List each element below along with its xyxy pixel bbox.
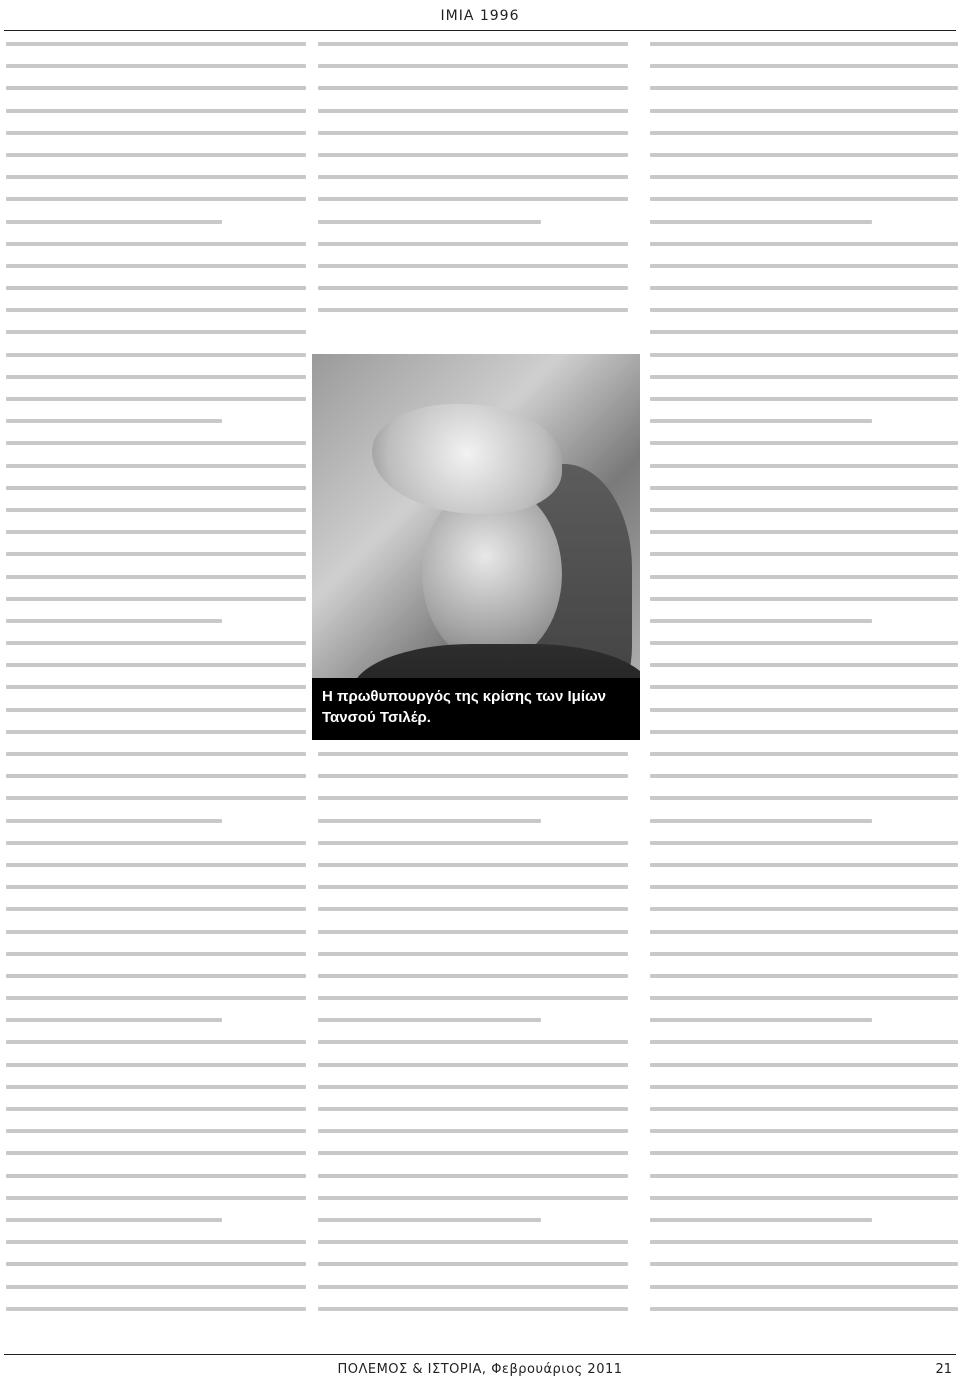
- text-line: [650, 952, 958, 956]
- text-line: [650, 819, 872, 823]
- header-rule: [4, 30, 956, 31]
- text-line: [650, 1218, 872, 1222]
- text-line: [650, 419, 872, 423]
- text-line: [650, 1307, 958, 1311]
- text-line: [6, 1196, 306, 1200]
- text-line: [650, 441, 958, 445]
- text-line: [650, 175, 958, 179]
- text-line: [6, 952, 306, 956]
- text-line: [318, 774, 628, 778]
- text-line: [650, 641, 958, 645]
- text-line: [650, 1063, 958, 1067]
- text-line: [650, 907, 958, 911]
- text-line: [650, 685, 958, 689]
- text-line: [650, 1129, 958, 1133]
- text-line: [318, 930, 628, 934]
- text-line: [6, 1107, 306, 1111]
- text-line: [318, 907, 628, 911]
- text-line: [6, 109, 306, 113]
- text-line: [650, 663, 958, 667]
- text-line: [650, 197, 958, 201]
- photo-caption: Η πρωθυπουργός της κρίσης των Ιμίων Τανσού Τσιλέρ.: [322, 688, 606, 726]
- text-line: [6, 1240, 306, 1244]
- text-line: [318, 220, 541, 224]
- text-line: [6, 552, 306, 556]
- text-line: [318, 1307, 628, 1311]
- text-line: [318, 197, 628, 201]
- text-line: [650, 619, 872, 623]
- text-line: [650, 708, 958, 712]
- text-column-left: [6, 42, 306, 1329]
- text-line: [650, 752, 958, 756]
- text-line: [650, 330, 958, 334]
- text-column-right: [650, 42, 958, 1329]
- text-line: [6, 131, 306, 135]
- text-line: [318, 1107, 628, 1111]
- text-line: [650, 597, 958, 601]
- text-line: [650, 730, 958, 734]
- text-line: [318, 1018, 541, 1022]
- text-line: [6, 464, 306, 468]
- text-line: [650, 1196, 958, 1200]
- text-line: [6, 752, 306, 756]
- text-line: [650, 109, 958, 113]
- text-line: [6, 197, 306, 201]
- text-line: [6, 1018, 222, 1022]
- text-line: [650, 841, 958, 845]
- text-line: [6, 685, 306, 689]
- text-line: [650, 86, 958, 90]
- photo-hand-shape: [372, 404, 562, 514]
- text-line: [650, 1085, 958, 1089]
- text-line: [650, 530, 958, 534]
- text-line: [6, 397, 306, 401]
- text-line: [318, 109, 628, 113]
- text-line: [6, 575, 306, 579]
- text-line: [650, 353, 958, 357]
- text-line: [6, 1063, 306, 1067]
- text-line: [650, 308, 958, 312]
- text-line: [650, 1018, 872, 1022]
- text-line: [318, 1129, 628, 1133]
- text-line: [318, 286, 628, 290]
- text-line: [6, 663, 306, 667]
- text-line: [318, 1174, 628, 1178]
- text-line: [318, 1240, 628, 1244]
- text-line: [6, 286, 306, 290]
- text-line: [650, 486, 958, 490]
- text-line: [6, 796, 306, 800]
- text-line: [6, 353, 306, 357]
- text-line: [650, 1285, 958, 1289]
- text-line: [6, 930, 306, 934]
- footer-rule: [4, 1354, 956, 1355]
- text-line: [6, 508, 306, 512]
- text-line: [6, 774, 306, 778]
- text-line: [6, 308, 306, 312]
- text-line: [650, 1174, 958, 1178]
- text-line: [318, 1040, 628, 1044]
- text-line: [318, 996, 628, 1000]
- text-line: [6, 974, 306, 978]
- text-line: [650, 796, 958, 800]
- text-line: [318, 885, 628, 889]
- text-line: [6, 419, 222, 423]
- text-line: [6, 330, 306, 334]
- text-line: [318, 1063, 628, 1067]
- text-line: [6, 486, 306, 490]
- page-footer: [0, 1354, 960, 1384]
- text-line: [650, 375, 958, 379]
- text-line: [650, 64, 958, 68]
- text-line: [650, 774, 958, 778]
- text-line: [6, 264, 306, 268]
- text-line: [6, 1174, 306, 1178]
- text-line: [6, 1285, 306, 1289]
- text-line: [6, 641, 306, 645]
- text-line: [6, 64, 306, 68]
- text-line: [650, 863, 958, 867]
- text-line: [318, 1218, 541, 1222]
- text-line: [318, 175, 628, 179]
- text-line: [318, 131, 628, 135]
- text-line: [318, 264, 628, 268]
- page-header: [0, 0, 960, 34]
- text-line: [650, 1151, 958, 1155]
- text-line: [650, 264, 958, 268]
- footer-magazine-title: ΠΟΛΕΜΟΣ & ΙΣΤΟΡΙΑ, Φεβρουάριος 2011: [337, 1362, 623, 1377]
- text-line: [318, 752, 628, 756]
- text-line: [318, 1196, 628, 1200]
- text-line: [318, 308, 628, 312]
- text-line: [6, 1262, 306, 1266]
- text-line: [6, 441, 306, 445]
- text-line: [650, 131, 958, 135]
- text-line: [318, 863, 628, 867]
- text-line: [318, 1285, 628, 1289]
- text-line: [318, 974, 628, 978]
- text-line: [650, 153, 958, 157]
- text-line: [650, 885, 958, 889]
- running-header-title: ΙΜΙΑ 1996: [440, 8, 520, 24]
- text-line: [6, 863, 306, 867]
- text-line: [6, 42, 306, 46]
- text-line: [6, 86, 306, 90]
- text-line: [6, 597, 306, 601]
- text-line: [650, 397, 958, 401]
- text-line: [6, 1218, 222, 1222]
- text-line: [318, 841, 628, 845]
- text-line: [318, 796, 628, 800]
- text-line: [6, 730, 306, 734]
- text-line: [6, 819, 222, 823]
- text-line: [318, 1151, 628, 1155]
- text-line: [6, 530, 306, 534]
- text-line: [318, 86, 628, 90]
- photo-caption-box: [312, 678, 640, 740]
- text-line: [6, 220, 222, 224]
- text-line: [650, 930, 958, 934]
- text-line: [6, 619, 222, 623]
- text-line: [6, 153, 306, 157]
- text-line: [650, 220, 872, 224]
- text-line: [6, 1040, 306, 1044]
- footer-page-number: 21: [935, 1362, 952, 1377]
- text-line: [650, 464, 958, 468]
- text-line: [6, 242, 306, 246]
- text-line: [318, 242, 628, 246]
- text-line: [650, 508, 958, 512]
- text-line: [318, 42, 628, 46]
- text-line: [650, 1107, 958, 1111]
- text-line: [650, 996, 958, 1000]
- text-line: [6, 907, 306, 911]
- text-line: [650, 286, 958, 290]
- text-line: [318, 819, 541, 823]
- article-photo: [312, 354, 640, 740]
- text-line: [650, 974, 958, 978]
- text-line: [6, 885, 306, 889]
- text-line: [318, 1262, 628, 1266]
- text-line: [6, 375, 306, 379]
- text-line: [6, 1085, 306, 1089]
- text-line: [650, 42, 958, 46]
- text-line: [318, 64, 628, 68]
- text-line: [650, 1262, 958, 1266]
- text-line: [6, 175, 306, 179]
- text-line: [650, 575, 958, 579]
- text-line: [650, 242, 958, 246]
- text-line: [6, 1129, 306, 1133]
- text-line: [6, 996, 306, 1000]
- text-line: [318, 1085, 628, 1089]
- text-line: [6, 1151, 306, 1155]
- text-line: [650, 552, 958, 556]
- text-line: [650, 1240, 958, 1244]
- text-line: [318, 153, 628, 157]
- text-line: [650, 1040, 958, 1044]
- text-line: [318, 952, 628, 956]
- text-line: [6, 841, 306, 845]
- text-line: [6, 1307, 306, 1311]
- text-line: [6, 708, 306, 712]
